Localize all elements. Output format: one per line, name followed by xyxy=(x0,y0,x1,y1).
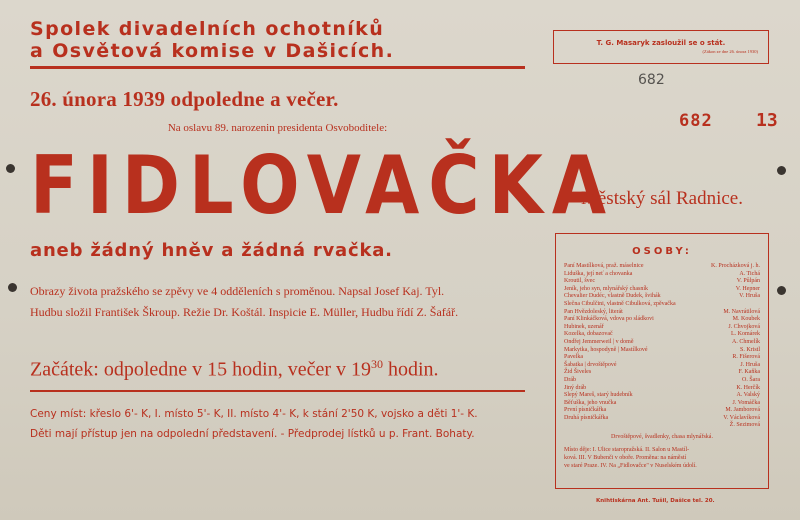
actor-name: M. Navrátilová xyxy=(723,308,760,315)
divider-2 xyxy=(30,390,525,392)
cast-row xyxy=(564,400,760,408)
description xyxy=(30,281,525,323)
role-name: Liduška, její neť a chovanka xyxy=(564,270,633,277)
event-date: 26. února 1939 odpoledne a večer. xyxy=(30,87,339,111)
role-name: Pavelka xyxy=(564,354,583,361)
actor-name: K. Procházková j. h. xyxy=(711,263,760,269)
actor-name: V. Václavíková xyxy=(723,414,760,421)
cast-row xyxy=(564,377,760,385)
role-name: Druhá písničkářka xyxy=(564,414,609,421)
actor-name: J. Vomáčka xyxy=(732,399,760,406)
cast-row xyxy=(564,331,760,339)
play-title: FIDLOVAČKA xyxy=(30,138,616,233)
places-line-1: Místo děje: I. Ulice staropražská. II. Salon u Mastíl- xyxy=(564,447,690,454)
actor-name: K. Herčík xyxy=(736,384,760,391)
cast-row xyxy=(564,354,760,362)
cast-row xyxy=(564,385,760,393)
divider xyxy=(30,66,525,69)
role-name: První písničkářka xyxy=(564,407,607,414)
venue: Městský sál Radnice. xyxy=(580,188,743,209)
role-name: Jeník, jeho syn, mlynářský chasník xyxy=(564,285,648,292)
cast-row xyxy=(564,339,760,347)
prices-line-2: Děti mají přístup jen na odpolední představení. - Předprodej lístků u p. Frant. Bohaty. xyxy=(30,427,475,440)
cast-row xyxy=(564,422,760,430)
actor-name: Ž. Sezimová xyxy=(729,422,760,429)
role-name: Pan Hvězdoleský, literát xyxy=(564,308,623,315)
role-name: Žid Šiveles xyxy=(564,369,592,376)
cast-row xyxy=(564,362,760,370)
organizer-line-2: a Osvětová komise v Dašicích. xyxy=(30,40,395,62)
organizer-line-1: Spolek divadelních ochotníků xyxy=(30,18,385,40)
role-name: Paní Mastílková, praž. máselnice xyxy=(564,263,644,269)
actor-name: A. Valský xyxy=(736,392,760,399)
actor-name: M. Jamborová xyxy=(725,407,760,414)
actor-name: V. Hruša xyxy=(739,293,760,300)
actor-name: J. Hruša xyxy=(740,361,760,368)
cast-list xyxy=(564,263,760,430)
pin-hole-left-bottom xyxy=(8,283,17,292)
actor-name: R. Fišerová xyxy=(732,354,760,361)
role-name: Slečna Cibulčini, vlastně Cibulková, zpěvačka xyxy=(564,300,676,307)
cast-row xyxy=(564,347,760,355)
start-prefix: Začátek: odpoledne v 15 hodin, večer v 19 xyxy=(30,358,371,381)
role-name: Hubinek, uzenář xyxy=(564,323,604,330)
notice-line-1: T. G. Masaryk zasloužil se o stát. xyxy=(596,39,726,47)
prices-line-1: Ceny míst: křeslo 6'- K, I. místo 5'- K, II. místo 4'- K, k stání 2'50 K, vojsko a děti 1'- K. xyxy=(30,407,478,420)
actor-name: O. Šara xyxy=(742,376,760,383)
cast-extras: Drvoštěpové, švadlenky, chasa mlynářská. xyxy=(611,434,713,441)
cast-row xyxy=(564,301,760,309)
cast-row xyxy=(564,293,760,301)
role-name: Slepý Mareš, starý hudebník xyxy=(564,392,633,399)
pin-hole-right-top xyxy=(777,166,786,175)
cast-row xyxy=(564,309,760,317)
actor-name: J. Chvojková xyxy=(728,323,760,330)
role-name: Ondřej Jemmerweil | v domě xyxy=(564,338,634,345)
cast-row xyxy=(564,286,760,294)
cast-row xyxy=(564,278,760,286)
role-name: Šabatka | drvoštěpové xyxy=(564,361,617,368)
archive-stamp-suffix: 13 xyxy=(756,110,778,131)
pin-hole-right-bottom xyxy=(777,286,786,295)
role-name: Kroutil, švec xyxy=(564,278,595,285)
role-name: Běťuška, jeho vnučka xyxy=(564,399,617,406)
start-minutes: 30 xyxy=(371,357,383,371)
occasion-text: Na oslavu 89. narozenin presidenta Osvoboditele: xyxy=(167,122,388,134)
masaryk-notice-box xyxy=(553,30,769,64)
actor-name: M. Koubek xyxy=(732,316,760,323)
actor-name: L. Komárek xyxy=(731,331,760,338)
role-name: Kozelka, dobazovač xyxy=(564,331,613,338)
notice-line-2: (Zákon ze dne 26. února 1930) xyxy=(702,49,758,54)
role-name: Chevalier Dudéc, vlastně Dudek, švihák xyxy=(564,293,661,300)
role-name: Dráb xyxy=(564,376,576,383)
places-line-2: ková. III. V Bubenči v oboře. Proměna: na náměstí xyxy=(564,455,687,462)
places-line-3: ve staré Praze. IV. Na „Fidlovačce" v Nuselském údolí. xyxy=(564,463,697,470)
cast-box xyxy=(555,233,769,489)
actor-name: V. Půlpán xyxy=(736,278,760,285)
start-time xyxy=(30,357,525,382)
description-line-1: Obrazy života pražského se zpěvy ve 4 odděleních s proměnou. Napsal Josef Kaj. Tyl. xyxy=(30,284,445,298)
cast-row xyxy=(564,369,760,377)
actor-name: S. Kristl xyxy=(739,346,760,353)
cast-row xyxy=(564,271,760,279)
prices xyxy=(30,404,525,444)
actor-name: A. Tichá xyxy=(739,270,760,277)
role-name: Jiný dráb xyxy=(564,384,587,391)
pencil-note: 682 xyxy=(638,72,665,88)
printer-credit: Knihtiskárna Ant. Tušil, Dašice tel. 20. xyxy=(596,498,715,504)
description-line-2: Hudbu složil František Škroup. Režie Dr. Koštál. Inspicie E. Müller, Hudbu řídí Z. Šafář. xyxy=(30,305,459,319)
archive-stamp-number: 682 xyxy=(679,111,713,131)
cast-row xyxy=(564,316,760,324)
role-name: Markytka, hospodyně | Mastílkové xyxy=(564,346,648,353)
start-suffix: hodin. xyxy=(383,358,439,381)
play-subtitle: aneb žádný hněv a žádná rvačka. xyxy=(30,240,393,261)
actor-name: F. Kaňka xyxy=(738,369,760,376)
actor-name: A. Chmelík xyxy=(732,338,760,345)
scene-places xyxy=(564,446,760,470)
cast-row xyxy=(564,392,760,400)
cast-row xyxy=(564,407,760,415)
actor-name: V. Hepner xyxy=(735,285,760,292)
cast-row xyxy=(564,263,760,271)
role-name: Paní Klinkáčková, vdova po sládkovi xyxy=(564,316,654,323)
cast-row xyxy=(564,324,760,332)
pin-hole-left-top xyxy=(6,164,15,173)
cast-title: OSOBY: xyxy=(632,246,692,257)
